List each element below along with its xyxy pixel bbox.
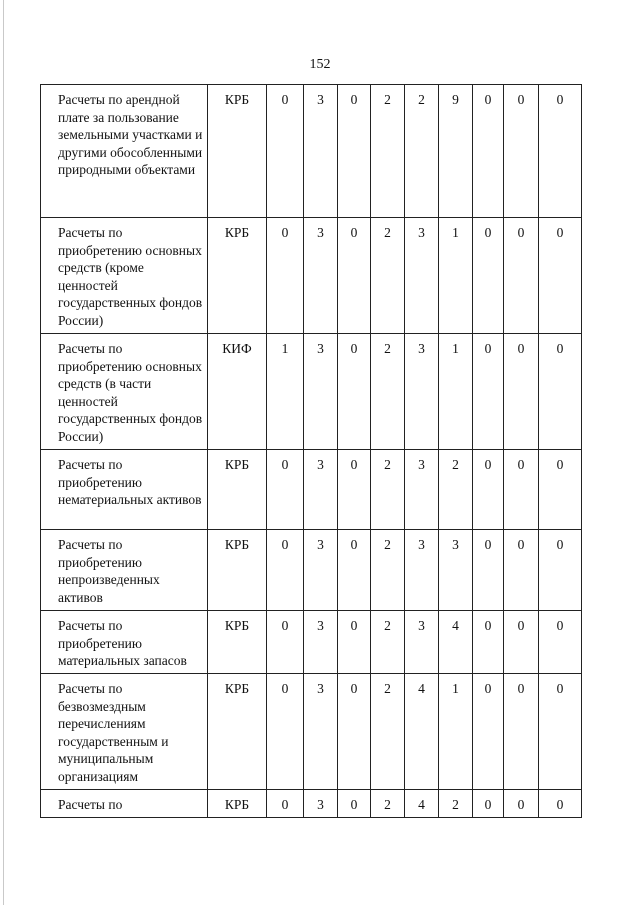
account-code-cell: КРБ xyxy=(208,85,267,218)
digit-cell: 0 xyxy=(539,334,582,450)
digit-cell: 3 xyxy=(304,218,338,334)
digit-cell: 2 xyxy=(371,530,405,611)
digit-cell: 0 xyxy=(338,790,371,818)
digit-cell: 0 xyxy=(504,85,539,218)
digit-cell: 0 xyxy=(504,611,539,674)
digit-cell: 0 xyxy=(473,85,504,218)
digit-cell: 2 xyxy=(439,450,473,530)
digit-cell: 3 xyxy=(405,334,439,450)
digit-cell: 0 xyxy=(473,611,504,674)
digit-cell: 0 xyxy=(504,674,539,790)
page-number: 152 xyxy=(309,57,331,72)
table-row xyxy=(41,85,582,218)
digit-cell: 0 xyxy=(539,530,582,611)
digit-cell: 0 xyxy=(539,611,582,674)
digit-cell: 0 xyxy=(539,85,582,218)
digit-cell: 2 xyxy=(371,450,405,530)
digit-cell: 0 xyxy=(473,530,504,611)
digit-cell: 3 xyxy=(405,530,439,611)
digit-cell: 1 xyxy=(439,218,473,334)
table-row xyxy=(41,530,582,611)
digit-cell: 2 xyxy=(439,790,473,818)
digit-cell: 3 xyxy=(304,611,338,674)
digit-cell: 0 xyxy=(504,450,539,530)
digit-cell: 0 xyxy=(267,530,304,611)
digit-cell: 3 xyxy=(304,85,338,218)
digit-cell: 3 xyxy=(304,790,338,818)
account-code-cell: КРБ xyxy=(208,218,267,334)
digit-cell: 3 xyxy=(304,674,338,790)
digit-cell: 0 xyxy=(539,790,582,818)
digit-cell: 0 xyxy=(504,218,539,334)
digit-cell: 0 xyxy=(539,450,582,530)
digit-cell: 3 xyxy=(304,334,338,450)
digit-cell: 1 xyxy=(439,334,473,450)
digit-cell: 4 xyxy=(405,674,439,790)
digit-cell: 0 xyxy=(267,790,304,818)
digit-cell: 0 xyxy=(338,611,371,674)
digit-cell: 0 xyxy=(267,611,304,674)
account-name-cell: Расчеты по приобретению материальных запасов xyxy=(41,611,208,674)
accounts-table xyxy=(40,84,582,818)
digit-cell: 3 xyxy=(405,611,439,674)
digit-cell: 0 xyxy=(338,218,371,334)
account-code-cell: КРБ xyxy=(208,790,267,818)
digit-cell: 1 xyxy=(439,674,473,790)
digit-cell: 0 xyxy=(267,218,304,334)
digit-cell: 0 xyxy=(267,85,304,218)
digit-cell: 4 xyxy=(405,790,439,818)
digit-cell: 3 xyxy=(405,450,439,530)
digit-cell: 0 xyxy=(473,218,504,334)
digit-cell: 2 xyxy=(371,790,405,818)
account-code-cell: КИФ xyxy=(208,334,267,450)
digit-cell: 4 xyxy=(439,611,473,674)
digit-cell: 0 xyxy=(504,334,539,450)
digit-cell: 3 xyxy=(304,530,338,611)
digit-cell: 0 xyxy=(504,790,539,818)
table-row xyxy=(41,334,582,450)
digit-cell: 1 xyxy=(267,334,304,450)
account-name-cell: Расчеты по приобретению основных средств (кроме ценностей государственных фондов России) xyxy=(41,218,208,334)
account-name-cell: Расчеты по приобретению нематериальных активов xyxy=(41,450,208,530)
digit-cell: 2 xyxy=(371,218,405,334)
digit-cell: 0 xyxy=(338,334,371,450)
table-row xyxy=(41,450,582,530)
account-code-cell: КРБ xyxy=(208,450,267,530)
table-row xyxy=(41,218,582,334)
digit-cell: 0 xyxy=(473,334,504,450)
digit-cell: 0 xyxy=(539,674,582,790)
table-row xyxy=(41,674,582,790)
digit-cell: 2 xyxy=(371,674,405,790)
digit-cell: 0 xyxy=(267,450,304,530)
digit-cell: 3 xyxy=(405,218,439,334)
digit-cell: 2 xyxy=(371,334,405,450)
digit-cell: 2 xyxy=(371,85,405,218)
digit-cell: 2 xyxy=(371,611,405,674)
account-name-cell: Расчеты по приобретению непроизведенных активов xyxy=(41,530,208,611)
digit-cell: 0 xyxy=(539,218,582,334)
digit-cell: 0 xyxy=(338,530,371,611)
digit-cell: 0 xyxy=(338,85,371,218)
account-name-cell: Расчеты по xyxy=(41,790,208,818)
digit-cell: 0 xyxy=(504,530,539,611)
account-name-cell: Расчеты по приобретению основных средств (в части ценностей государственных фондов России) xyxy=(41,334,208,450)
account-code-cell: КРБ xyxy=(208,611,267,674)
digit-cell: 9 xyxy=(439,85,473,218)
digit-cell: 0 xyxy=(338,674,371,790)
account-code-cell: КРБ xyxy=(208,674,267,790)
digit-cell: 3 xyxy=(439,530,473,611)
account-name-cell: Расчеты по арендной плате за пользование земельными участками и другими обособленными природными объектами xyxy=(41,85,208,218)
table-row xyxy=(41,611,582,674)
digit-cell: 0 xyxy=(267,674,304,790)
scan-edge xyxy=(3,0,4,905)
digit-cell: 0 xyxy=(338,450,371,530)
account-code-cell: КРБ xyxy=(208,530,267,611)
account-name-cell: Расчеты по безвозмездным перечислениям государственным и муниципальным организациям xyxy=(41,674,208,790)
digit-cell: 0 xyxy=(473,450,504,530)
table-row xyxy=(41,790,582,818)
digit-cell: 2 xyxy=(405,85,439,218)
digit-cell: 3 xyxy=(304,450,338,530)
digit-cell: 0 xyxy=(473,674,504,790)
digit-cell: 0 xyxy=(473,790,504,818)
